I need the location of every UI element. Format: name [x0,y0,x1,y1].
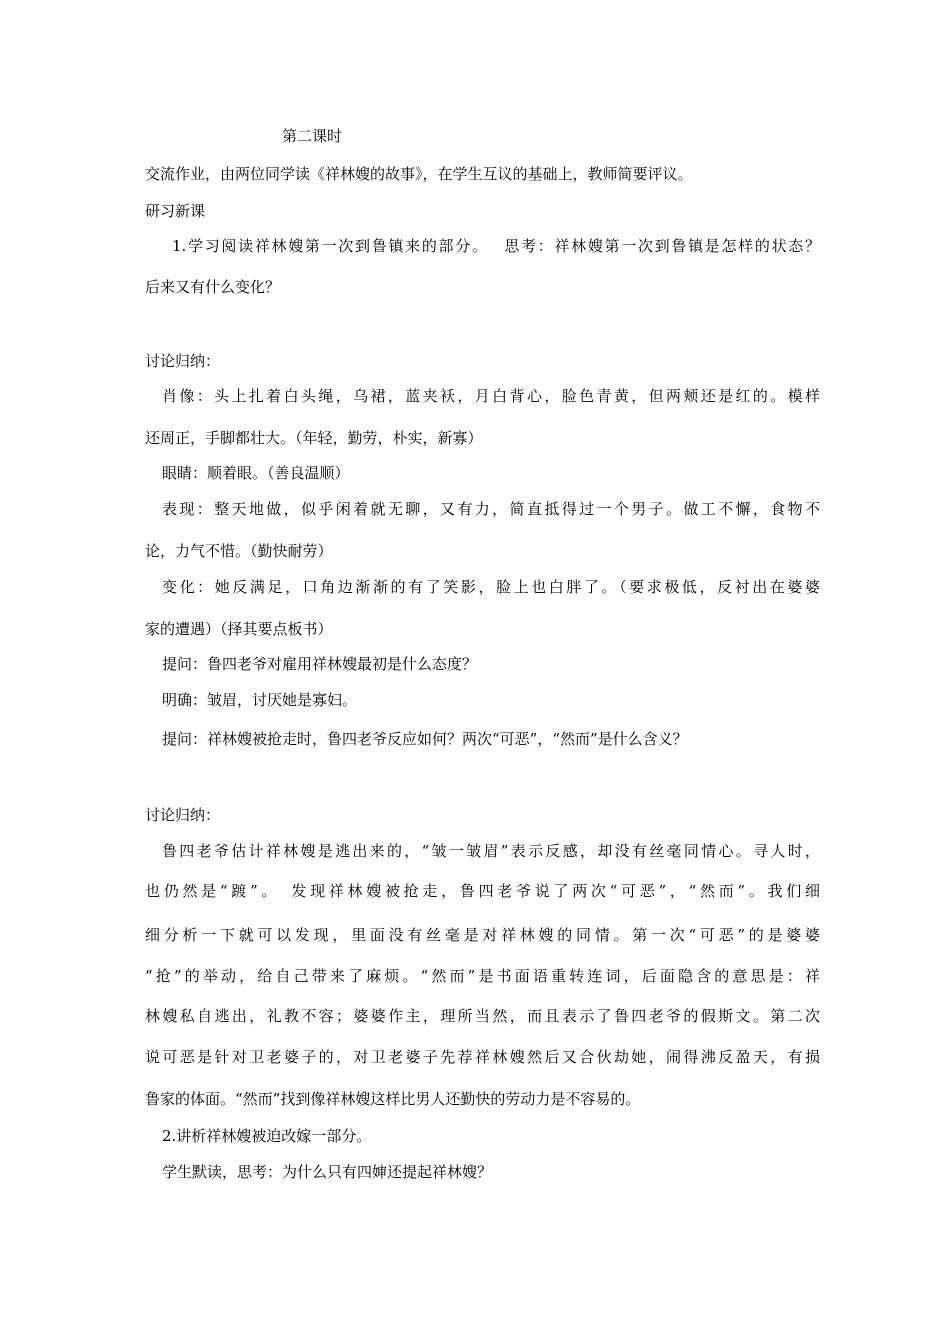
analysis-line: “抢”的举动，给自己带来了麻烦。“然而”是书面语重转连词，后面隐含的意思是：祥 [145,967,820,985]
section-heading: 研习新课 [145,202,206,220]
task2-question: 学生默读，思考：为什么只有四婶还提起祥林嫂？ [162,1163,493,1181]
analysis-line: 细分析一下就可以发现，里面没有丝毫是对祥林嫂的同情。第一次“可恶”的是婆婆 [145,926,820,944]
analysis-line: 也仍然是“踱”。 发现祥林嫂被抢走，鲁四老爷说了两次“可恶”，“然而”。我们细 [145,882,820,900]
intro-paragraph: 交流作业，由两位同学读《祥林嫂的故事》，在学生互议的基础上，教师简要评议。 [145,165,693,183]
portrait-line1: 肖像：头上扎着白头绳，乌裙，蓝夹袄，月白背心，脸色青黄，但两颊还是红的。模样 [162,387,820,405]
question2: 提问：祥林嫂被抢走时，鲁四老爷反应如何？两次“可恶”，“然而”是什么含义？ [162,730,688,748]
lesson-title: 第二课时 [282,127,343,145]
answer1: 明确：皱眉，讨厌她是寡妇。 [162,691,358,709]
summary2-label: 讨论归纳： [145,806,221,824]
task1-line2: 后来又有什么变化？ [145,278,281,296]
portrait-line2: 还周正，手脚都壮大。（年轻，勤劳，朴实，新寡） [145,429,483,447]
analysis-line: 林嫂私自逃出，礼教不容；婆婆作主，理所当然，而且表示了鲁四老爷的假斯文。第二次 [145,1007,820,1025]
change-line1: 变化：她反满足，口角边渐渐的有了笑影，脸上也白胖了。（要求极低，反衬出在婆婆 [162,578,820,596]
task1-line1: 1.学习阅读祥林嫂第一次到鲁镇来的部分。 思考：祥林嫂第一次到鲁镇是怎样的状态？ [172,237,820,255]
summary1-label: 讨论归纳： [145,352,221,370]
task2: 2.讲析祥林嫂被迫改嫁一部分。 [162,1127,372,1145]
analysis-line: 鲁家的体面。“然而”找到像祥林嫂这样比男人还勤快的劳动力是不容易的。 [145,1090,641,1108]
behavior-line1: 表现：整天地做，似乎闲着就无聊，又有力，简直抵得过一个男子。做工不懈，食物不 [162,500,820,518]
analysis-line: 说可恶是针对卫老婆子的，对卫老婆子先荐祥林嫂然后又合伙劫她，闹得沸反盈天，有损 [145,1048,820,1066]
behavior-line2: 论，力气不惜。（勤快耐劳） [145,542,333,560]
change-line2: 家的遭遇）（择其要点板书） [145,620,333,638]
analysis-line: 鲁四老爷估计祥林嫂是逃出来的，“皱一皱眉”表示反感，却没有丝毫同情心。寻人时， [162,842,820,860]
question1: 提问：鲁四老爷对雇用祥林嫂最初是什么态度？ [162,655,478,673]
eyes-line: 眼睛：顺着眼。（善良温顺） [162,464,350,482]
